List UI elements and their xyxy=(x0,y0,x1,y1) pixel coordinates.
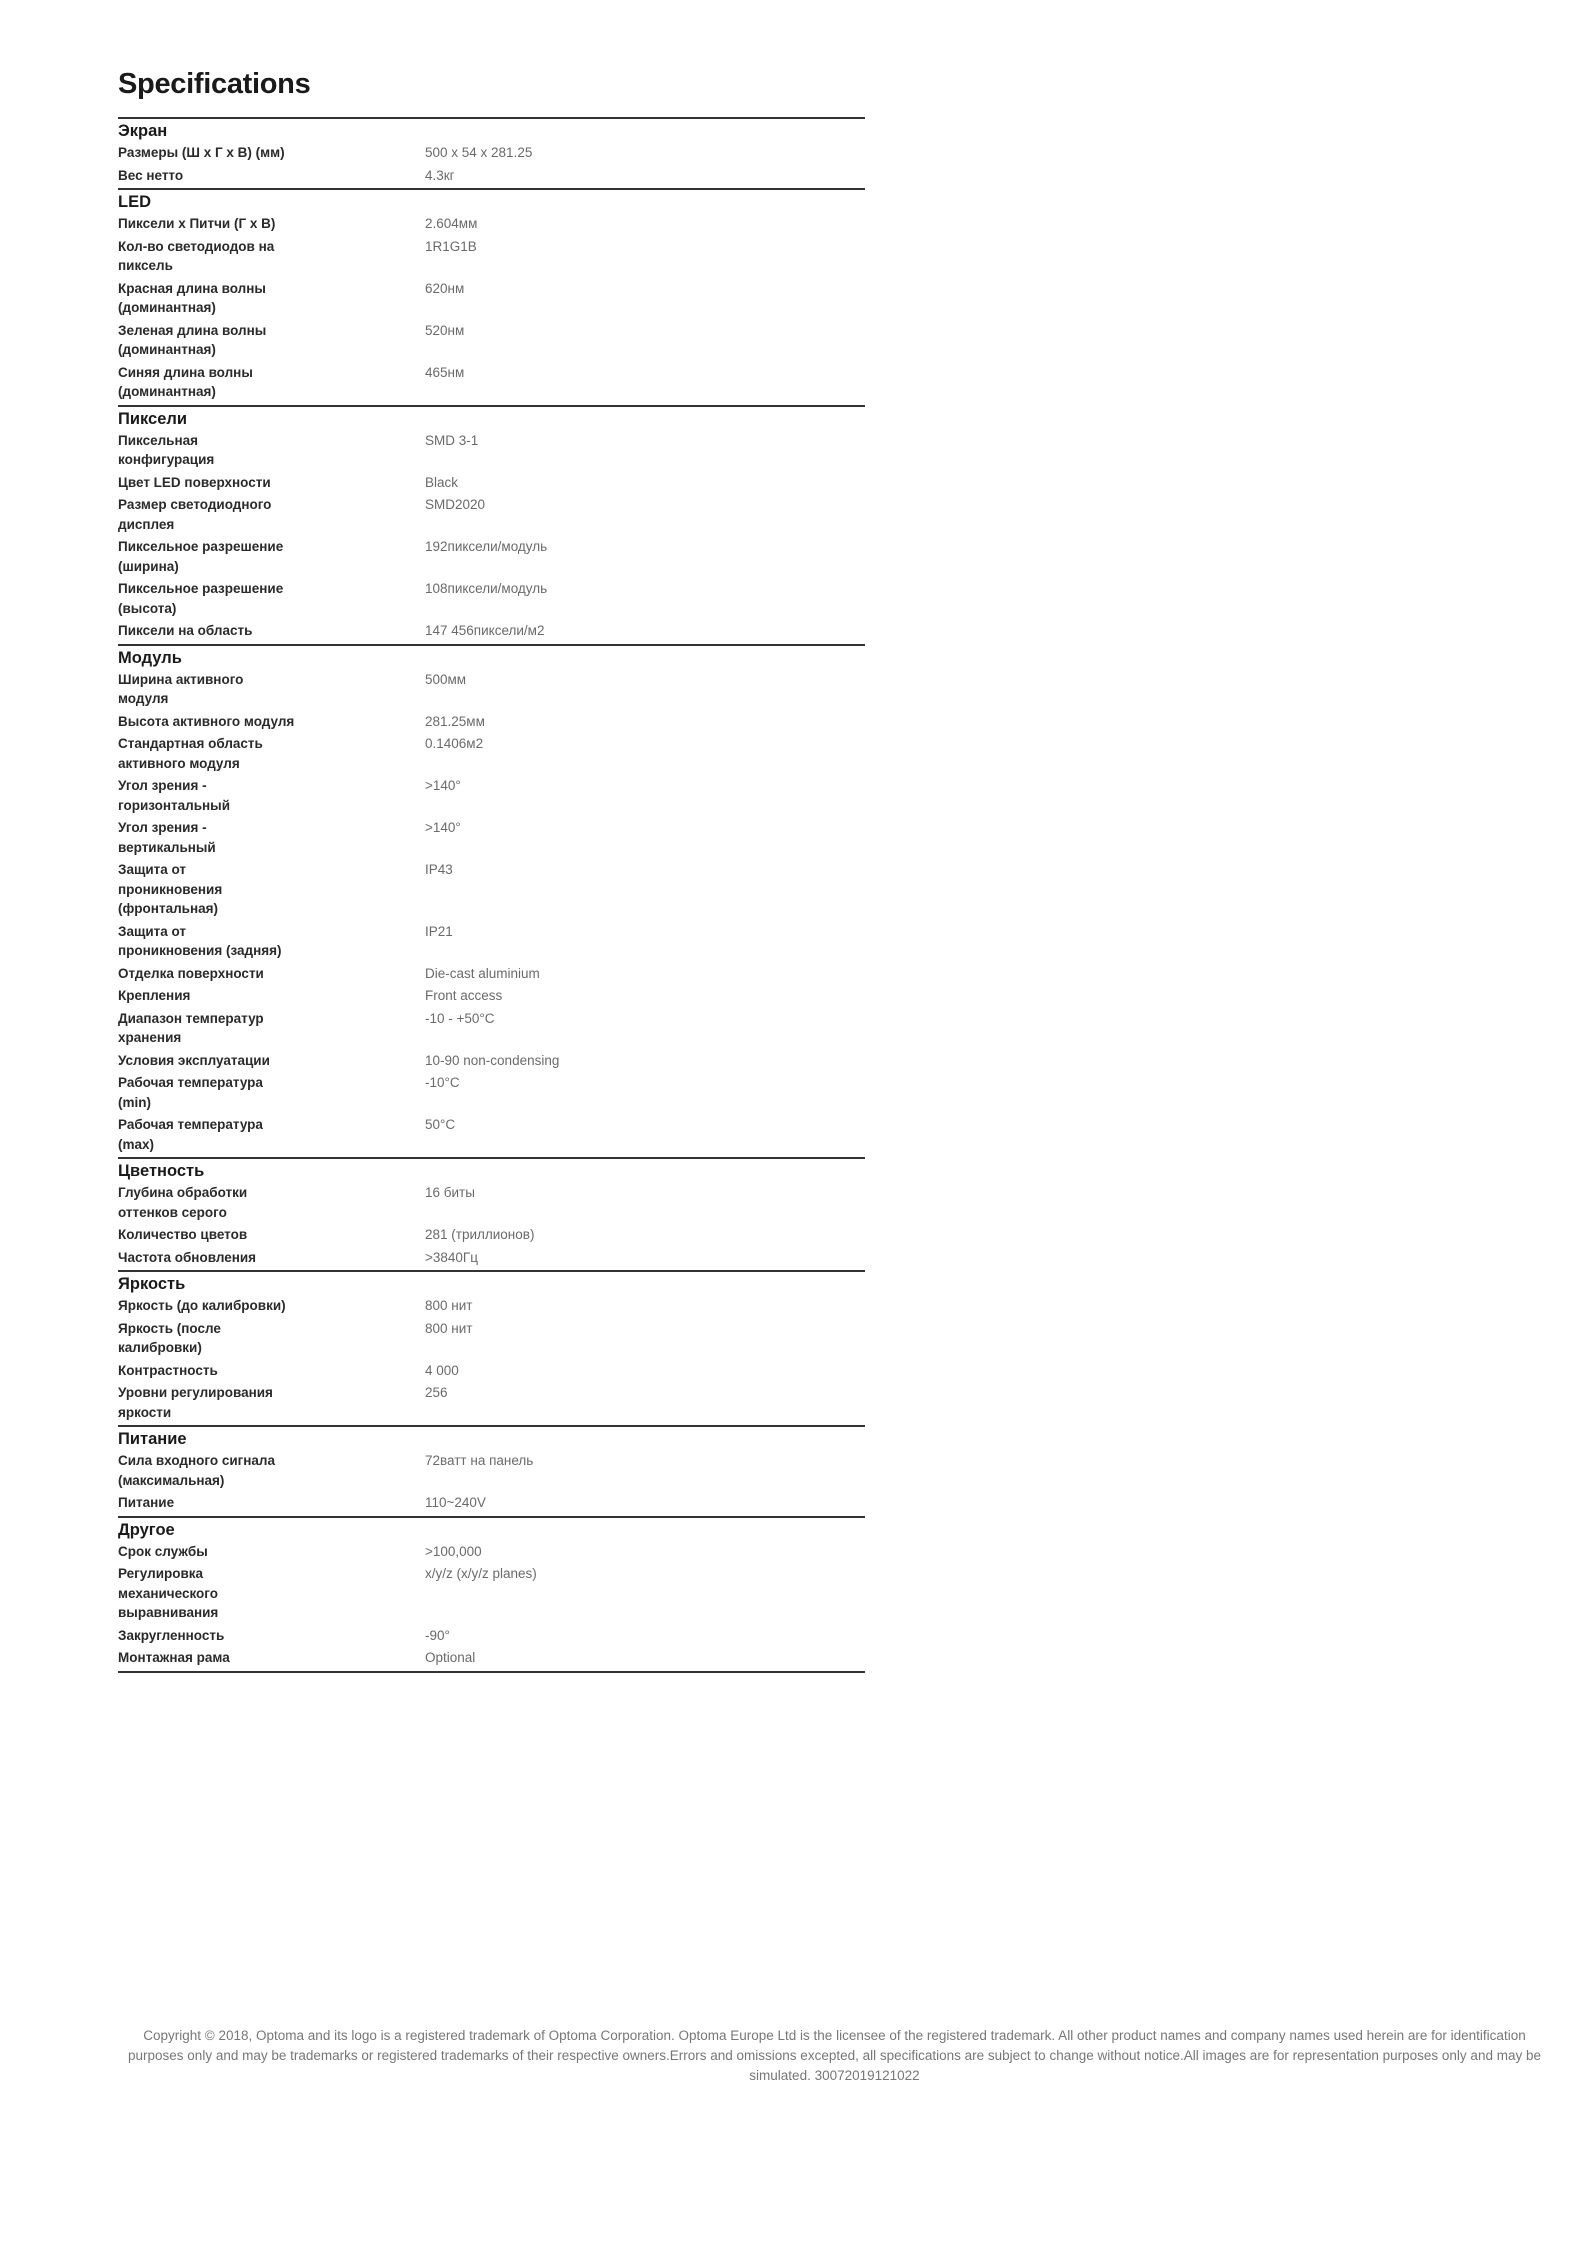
spec-label: Количество цветов xyxy=(118,1227,248,1242)
spec-value: IP21 xyxy=(425,923,453,939)
spec-row xyxy=(118,213,865,236)
spec-row xyxy=(118,1072,865,1114)
spec-label: Яркость (после калибровки) xyxy=(118,1320,221,1355)
spec-label: Цвет LED поверхности xyxy=(118,474,271,490)
spec-label: Стандартная область активного модуля xyxy=(118,736,263,771)
spec-value: Front access xyxy=(425,988,503,1003)
spec-label: Рабочая температура (min) xyxy=(118,1075,263,1110)
spec-row xyxy=(118,165,865,188)
spec-value: 465нм xyxy=(425,364,465,380)
spec-value: 620нм xyxy=(425,280,465,296)
section-title: Другое xyxy=(118,1520,175,1539)
spec-row xyxy=(118,1050,865,1073)
spec-value: >100,000 xyxy=(425,1543,482,1559)
spec-value: 147 456пиксели/м2 xyxy=(425,623,545,638)
spec-label: Яркость (до калибровки) xyxy=(118,1298,286,1313)
spec-label: Высота активного модуля xyxy=(118,713,295,729)
spec-value: >140° xyxy=(425,778,461,793)
spec-row xyxy=(118,1008,865,1050)
section-title: Пиксели xyxy=(118,409,188,428)
spec-section xyxy=(118,188,865,405)
spec-value: x/y/z (x/y/z planes) xyxy=(425,1566,537,1581)
spec-row xyxy=(118,985,865,1008)
spec-row xyxy=(118,1224,865,1247)
spec-label: Условия эксплуатации xyxy=(118,1052,270,1068)
spec-value: 108пиксели/модуль xyxy=(425,581,548,596)
spec-label: Диапазон температур хранения xyxy=(118,1010,264,1045)
spec-row xyxy=(118,1360,865,1383)
spec-row xyxy=(118,711,865,734)
spec-label: Пиксельное разрешение (ширина) xyxy=(118,539,284,574)
spec-row xyxy=(118,733,865,775)
spec-section xyxy=(118,1270,865,1425)
page-title: Specifications xyxy=(118,68,311,100)
section-title: Яркость xyxy=(118,1275,186,1293)
spec-value: 72ватт на панель xyxy=(425,1453,534,1468)
spec-label: Питание xyxy=(118,1495,175,1510)
spec-row xyxy=(118,1563,865,1625)
spec-row xyxy=(118,1114,865,1156)
spec-row xyxy=(118,1182,865,1224)
spec-label: Размеры (Ш х Г х В) (мм) xyxy=(118,145,285,160)
spec-label: Красная длина волны (доминантная) xyxy=(118,280,266,315)
spec-row xyxy=(118,775,865,817)
spec-value: 500 x 54 x 281.25 xyxy=(425,145,533,160)
spec-row xyxy=(118,1541,865,1564)
spec-row xyxy=(118,1318,865,1360)
spec-value: 4.3кг xyxy=(425,167,455,183)
spec-value: 2.604мм xyxy=(425,216,478,231)
copyright-footer: Copyright © 2018, Optoma and its logo is a registered trademark of Optoma Corporation. Optoma Europe Ltd is the licensee of the registered trademark. All other product names and company names used herein are for identification purposes only and may be trademarks or registered trademarks of their respective owners.Errors and omissions excepted, all specifications are subject to change without notice.All images are for representation purposes only and may be simulated. 30072019121022 xyxy=(128,2028,1541,2083)
spec-value: 192пиксели/модуль xyxy=(425,539,548,554)
spec-value: 110~240V xyxy=(425,1495,486,1510)
spec-value: -90° xyxy=(425,1627,450,1643)
spec-row xyxy=(118,921,865,963)
spec-label: Пиксельное разрешение (высота) xyxy=(118,581,284,616)
spec-value: Die-cast aluminium xyxy=(425,965,540,981)
section-title: Питание xyxy=(118,1430,187,1448)
spec-row xyxy=(118,1492,865,1515)
spec-label: Отделка поверхности xyxy=(118,965,264,981)
spec-section xyxy=(118,117,865,188)
spec-value: >140° xyxy=(425,820,461,835)
spec-row xyxy=(118,817,865,859)
spec-row xyxy=(118,142,865,165)
spec-section xyxy=(118,1157,865,1270)
spec-row xyxy=(118,859,865,921)
spec-value: 50°C xyxy=(425,1117,456,1132)
spec-row xyxy=(118,320,865,362)
spec-label: Монтажная рама xyxy=(118,1650,230,1665)
spec-value: 1R1G1B xyxy=(425,238,477,254)
spec-value: 500мм xyxy=(425,671,467,687)
spec-label: Уровни регулирования яркости xyxy=(118,1385,273,1420)
spec-value: 10-90 non-condensing xyxy=(425,1052,560,1068)
spec-row xyxy=(118,620,865,643)
spec-label: Угол зрения - вертикальный xyxy=(118,820,216,855)
spec-value: 16 биты xyxy=(425,1185,475,1200)
spec-row xyxy=(118,1382,865,1424)
spec-value: 281.25мм xyxy=(425,713,485,729)
spec-section xyxy=(118,1425,865,1516)
spec-row xyxy=(118,236,865,278)
specifications-table xyxy=(118,117,865,1673)
spec-value: -10 - +50°C xyxy=(425,1010,495,1026)
spec-value: 0.1406м2 xyxy=(425,736,484,751)
spec-label: Закругленность xyxy=(118,1627,225,1643)
spec-label: Срок службы xyxy=(118,1543,208,1559)
spec-value: Black xyxy=(425,474,459,490)
spec-row xyxy=(118,578,865,620)
section-title: LED xyxy=(118,193,151,211)
spec-row xyxy=(118,362,865,404)
spec-section xyxy=(118,644,865,1158)
spec-row xyxy=(118,1625,865,1648)
spec-label: Регулировка механического выравнивания xyxy=(118,1566,219,1620)
spec-row xyxy=(118,278,865,320)
section-title: Модуль xyxy=(118,648,182,667)
spec-value: SMD 3-1 xyxy=(425,432,479,448)
spec-label: Пиксели на область xyxy=(118,623,253,638)
spec-label: Защита от проникновения (фронтальная) xyxy=(118,862,223,916)
section-title: Цветность xyxy=(118,1162,205,1180)
spec-row xyxy=(118,536,865,578)
spec-label: Размер светодиодного дисплея xyxy=(118,497,272,532)
section-title: Экран xyxy=(118,122,168,140)
spec-label: Пиксельная конфигурация xyxy=(118,432,215,467)
spec-value: Optional xyxy=(425,1650,476,1665)
spec-label: Угол зрения - горизонтальный xyxy=(118,778,230,813)
spec-value: -10°C xyxy=(425,1075,460,1090)
spec-label: Защита от проникновения (задняя) xyxy=(118,923,282,958)
spec-value: 281 (триллионов) xyxy=(425,1227,535,1242)
spec-value: 4 000 xyxy=(425,1362,459,1378)
spec-value: SMD2020 xyxy=(425,497,486,512)
spec-row xyxy=(118,1247,865,1270)
spec-label: Кол-во светодиодов на пиксель xyxy=(118,238,275,273)
spec-value: 520нм xyxy=(425,322,465,338)
spec-value: IP43 xyxy=(425,862,453,877)
spec-row xyxy=(118,494,865,536)
spec-label: Синяя длина волны (доминантная) xyxy=(118,364,253,399)
spec-row xyxy=(118,1450,865,1492)
spec-section xyxy=(118,405,865,644)
spec-label: Контрастность xyxy=(118,1362,218,1378)
spec-row xyxy=(118,1647,865,1670)
spec-row xyxy=(118,430,865,472)
spec-value: 800 нит xyxy=(425,1298,473,1313)
table-bottom-rule xyxy=(118,1671,865,1673)
spec-value: >3840Гц xyxy=(425,1249,478,1265)
spec-label: Ширина активного модуля xyxy=(118,671,244,706)
spec-label: Пиксели х Питчи (Г х В) xyxy=(118,216,276,231)
spec-row xyxy=(118,963,865,986)
spec-section xyxy=(118,1516,865,1671)
spec-label: Рабочая температура (max) xyxy=(118,1117,263,1152)
spec-row xyxy=(118,669,865,711)
spec-label: Сила входного сигнала (максимальная) xyxy=(118,1453,276,1488)
spec-label: Частота обновления xyxy=(118,1249,257,1265)
spec-label: Вес нетто xyxy=(118,167,184,183)
spec-value: 256 xyxy=(425,1385,448,1400)
spec-value: 800 нит xyxy=(425,1320,473,1336)
spec-label: Глубина обработки оттенков серого xyxy=(118,1185,248,1220)
spec-label: Крепления xyxy=(118,988,191,1003)
spec-row xyxy=(118,1295,865,1318)
spec-label: Зеленая длина волны (доминантная) xyxy=(118,322,267,357)
spec-row xyxy=(118,472,865,495)
